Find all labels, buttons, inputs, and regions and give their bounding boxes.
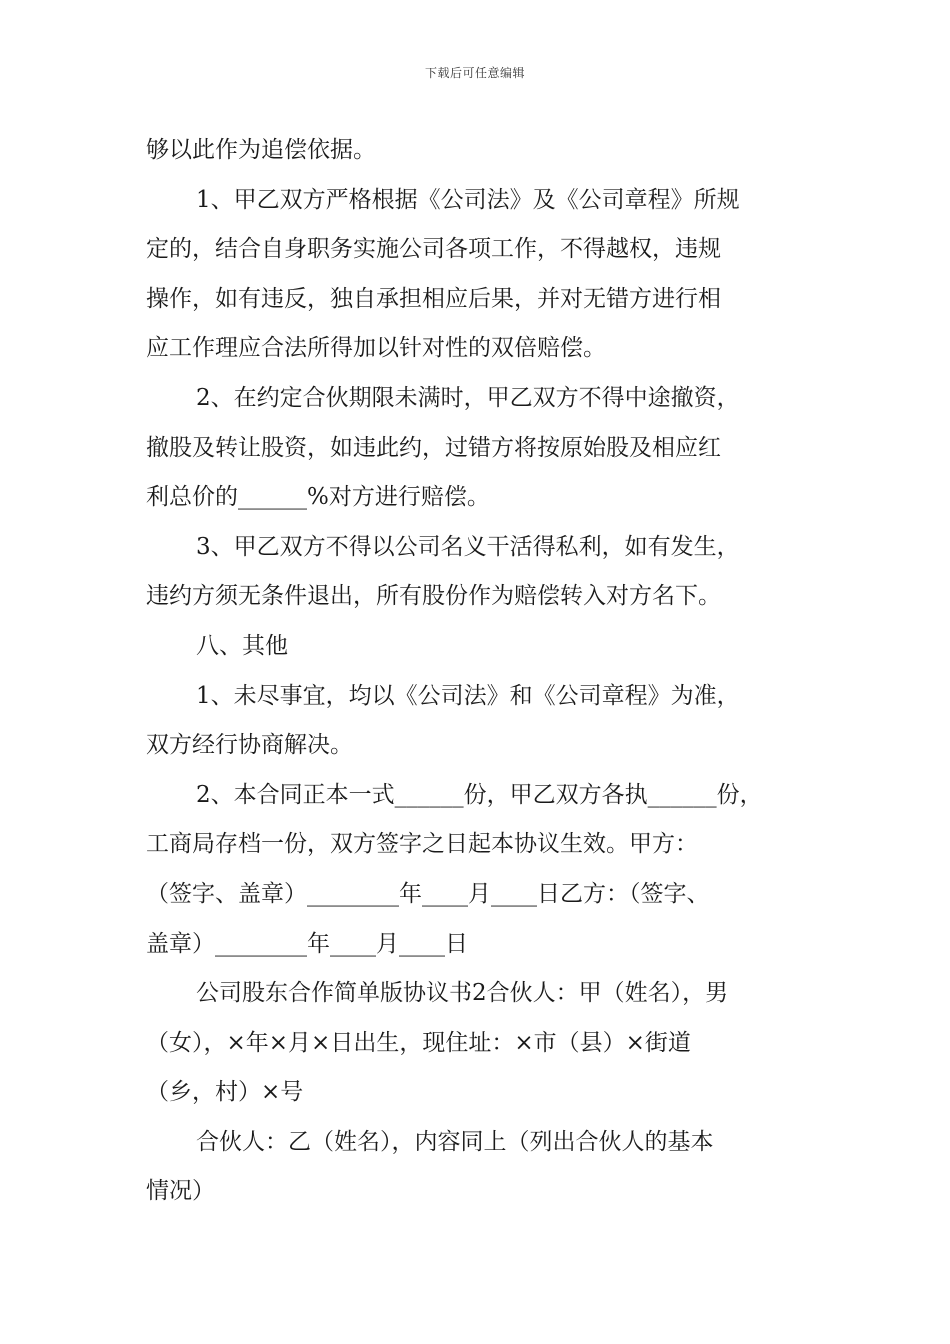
- text-line: 2、本合同正本一式______份，甲乙双方各执______份，: [196, 781, 763, 808]
- page-header: 下载后可任意编辑: [424, 66, 525, 80]
- text-line: 1、甲乙双方严格根据《公司法》及《公司章程》所规: [196, 186, 740, 213]
- text-line: 应工作理应合法所得加以针对性的双倍赔偿。: [146, 335, 606, 362]
- text-line: 撤股及转让股资，如违此约，过错方将按原始股及相应红: [146, 434, 721, 461]
- text-line: （签字、盖章）________年____月____日乙方：（签字、: [146, 880, 710, 907]
- text-line: （女），×年×月×日出生，现住址：×市（县）×街道: [146, 1029, 691, 1056]
- text-line: 2、在约定合伙期限未满时，甲乙双方不得中途撤资，: [196, 384, 740, 411]
- text-line: 违约方须无条件退出，所有股份作为赔偿转入对方名下。: [146, 583, 721, 610]
- text-line: 利总价的______%对方进行赔偿。: [146, 484, 490, 511]
- text-line: 工商局存档一份，双方签字之日起本协议生效。甲方：: [146, 831, 698, 858]
- document-body: [146, 126, 806, 1217]
- text-line: 定的，结合自身职务实施公司各项工作，不得越权，违规: [146, 236, 721, 263]
- text-line: 合伙人：乙（姓名），内容同上（列出合伙人的基本: [196, 1128, 714, 1155]
- text-line: 1、未尽事宜，均以《公司法》和《公司章程》为准，: [196, 682, 740, 709]
- text-line: 双方经行协商解决。: [146, 732, 353, 759]
- text-line: 情况）: [146, 1178, 215, 1205]
- text-line: 3、甲乙双方不得以公司名义干活得私利，如有发生，: [196, 533, 740, 560]
- text-line: （乡，村）×号: [146, 1079, 304, 1106]
- text-line: 盖章）________年____月____日: [146, 930, 468, 957]
- text-line: 操作，如有违反，独自承担相应后果，并对无错方进行相: [146, 285, 721, 312]
- section-heading: 八、其他: [196, 632, 288, 659]
- text-line: 够以此作为追偿依据。: [146, 137, 376, 163]
- text-line: 公司股东合作简单版协议书2合伙人：甲（姓名），男: [196, 980, 729, 1007]
